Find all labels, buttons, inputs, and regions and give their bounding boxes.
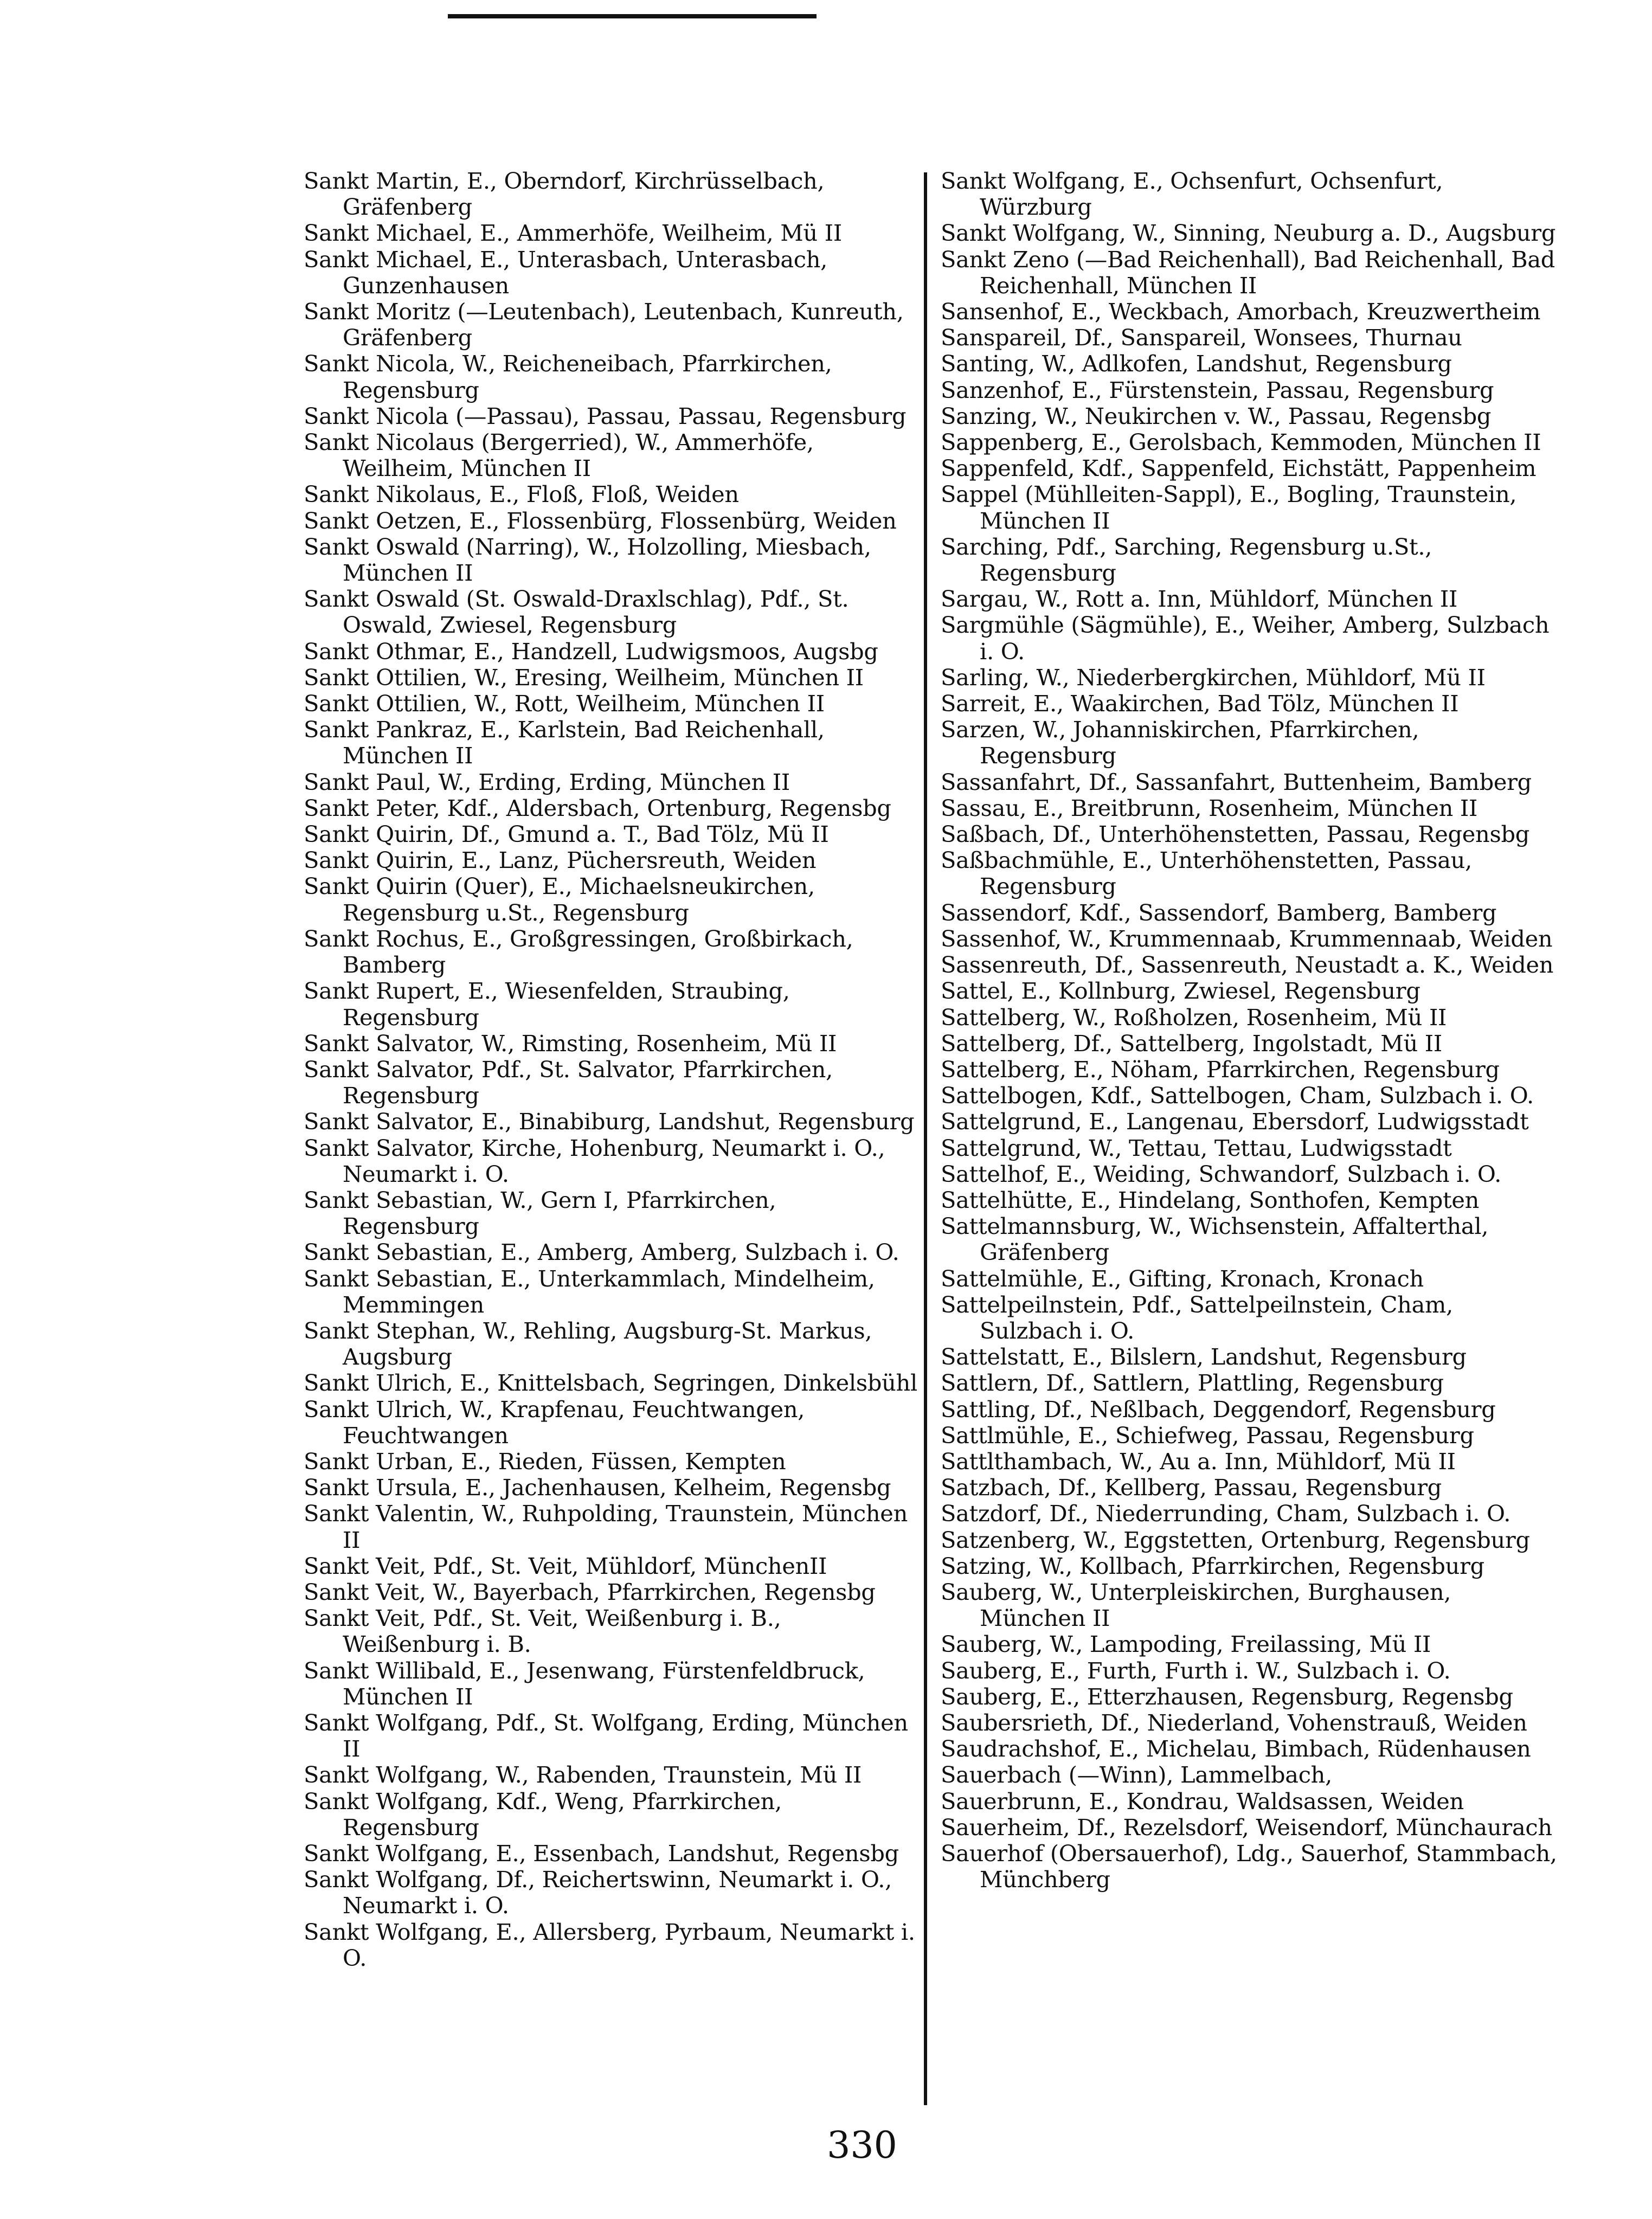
gazetteer-entry: Sattelpeilnstein, Pdf., Sattelpeilnstein, Cham, Sulzbach i. O. <box>941 1291 1453 1344</box>
gazetteer-entry: Sankt Willibald, E., Jesenwang, Fürstenfeldbruck, München II <box>304 1657 865 1710</box>
gazetteer-entry: Sattelhütte, E., Hindelang, Sonthofen, Kempten <box>941 1186 1480 1213</box>
gazetteer-entry: Sauerheim, Df., Rezelsdorf, Weisendorf, Münchaurach <box>941 1813 1552 1841</box>
gazetteer-entry: Sappenfeld, Kdf., Sappenfeld, Eichstätt, Pappenheim <box>941 455 1537 482</box>
gazetteer-entry: Santing, W., Adlkofen, Landshut, Regensburg <box>941 350 1452 377</box>
gazetteer-entry: Sauberg, W., Unterpleiskirchen, Burghausen, München II <box>941 1578 1451 1632</box>
gazetteer-entry: Saßbach, Df., Unterhöhenstetten, Passau, Regensbg <box>941 821 1529 848</box>
gazetteer-entry: Sattelgrund, W., Tettau, Tettau, Ludwigsstadt <box>941 1134 1452 1161</box>
gazetteer-entry: Satzbach, Df., Kellberg, Passau, Regensburg <box>941 1474 1442 1501</box>
column-divider <box>924 172 927 2105</box>
gazetteer-entry: Sankt Ursula, E., Jachenhausen, Kelheim, Regensbg <box>304 1474 891 1501</box>
gazetteer-entry: Sankt Stephan, W., Rehling, Augsburg-St. Markus, Augsburg <box>304 1317 872 1371</box>
gazetteer-entry: Sankt Sebastian, E., Unterkammlach, Mindelheim, Memmingen <box>304 1265 875 1318</box>
gazetteer-entry: Sargmühle (Sägmühle), E., Weiher, Amberg, Sulzbach i. O. <box>941 612 1550 665</box>
gazetteer-entry: Sarling, W., Niederbergkirchen, Mühldorf, Mü II <box>941 664 1486 691</box>
gazetteer-entry: Sankt Nicola, W., Reicheneibach, Pfarrkirchen, Regensburg <box>304 350 832 403</box>
gazetteer-entry: Sassenreuth, Df., Sassenreuth, Neustadt a. K., Weiden <box>941 951 1554 979</box>
gazetteer-entry: Sassenhof, W., Krummennaab, Krummennaab, Weiden <box>941 925 1553 952</box>
gazetteer-entry: Sattlthambach, W., Au a. Inn, Mühldorf, Mü II <box>941 1448 1456 1475</box>
gazetteer-entry: Sankt Sebastian, E., Amberg, Amberg, Sulzbach i. O. <box>304 1239 899 1266</box>
gazetteer-entry: Sattlern, Df., Sattlern, Plattling, Regensburg <box>941 1369 1444 1397</box>
gazetteer-entry: Sankt Ottilien, W., Rott, Weilheim, München II <box>304 690 825 717</box>
gazetteer-entry: Sassau, E., Breitbrunn, Rosenheim, München II <box>941 794 1478 821</box>
page-number: 330 <box>827 2124 897 2167</box>
gazetteer-entry: Sankt Wolfgang, E., Ochsenfurt, Ochsenfurt, Würzburg <box>941 168 1443 221</box>
gazetteer-entry: Sankt Nicola (—Passau), Passau, Passau, Regensburg <box>304 402 907 429</box>
gazetteer-entry: Sankt Rupert, E., Wiesenfelden, Straubing, Regensburg <box>304 977 790 1031</box>
gazetteer-entry: Sanzenhof, E., Fürstenstein, Passau, Regensburg <box>941 376 1494 403</box>
gazetteer-entry: Sattelmühle, E., Gifting, Kronach, Kronach <box>941 1265 1424 1292</box>
gazetteer-entry: Sankt Wolfgang, W., Sinning, Neuburg a. D., Augsburg <box>941 220 1556 247</box>
gazetteer-entry: Sankt Valentin, W., Ruhpolding, Traunstein, München II <box>304 1500 908 1553</box>
gazetteer-entry: Sankt Salvator, W., Rimsting, Rosenheim, Mü II <box>304 1030 837 1057</box>
gazetteer-entry: Sankt Salvator, Kirche, Hohenburg, Neumarkt i. O., Neumarkt i. O. <box>304 1134 885 1187</box>
gazetteer-entry: Sankt Wolfgang, Df., Reichertswinn, Neumarkt i. O., Neumarkt i. O. <box>304 1866 892 1919</box>
gazetteer-entry: Sargau, W., Rott a. Inn, Mühldorf, München II <box>941 586 1458 613</box>
gazetteer-entry: Sankt Michael, E., Ammerhöfe, Weilheim, Mü II <box>304 220 842 247</box>
gazetteer-entry: Sattel, E., Kollnburg, Zwiesel, Regensburg <box>941 977 1420 1005</box>
gazetteer-entry: Sattelgrund, E., Langenau, Ebersdorf, Ludwigsstadt <box>941 1108 1529 1135</box>
gazetteer-entry: Sankt Ottilien, W., Eresing, Weilheim, München II <box>304 664 864 691</box>
left-column <box>304 168 919 1971</box>
gazetteer-entry: Sankt Oswald (St. Oswald-Draxlschlag), Pdf., St. Oswald, Zwiesel, Regensburg <box>304 586 849 639</box>
gazetteer-entry: Sankt Urban, E., Rieden, Füssen, Kempten <box>304 1448 786 1475</box>
gazetteer-entry: Sarzen, W., Johanniskirchen, Pfarrkirchen, Regensburg <box>941 716 1419 769</box>
gazetteer-entry: Sankt Quirin, Df., Gmund a. T., Bad Tölz, Mü II <box>304 821 829 848</box>
gazetteer-entry: Sattelberg, W., Roßholzen, Rosenheim, Mü II <box>941 1004 1447 1031</box>
gazetteer-entry: Sassendorf, Kdf., Sassendorf, Bamberg, Bamberg <box>941 899 1497 926</box>
gazetteer-entry: Sattelmannsburg, W., Wichsenstein, Affalterthal, Gräfenberg <box>941 1213 1489 1266</box>
gazetteer-entry: Sankt Wolfgang, W., Rabenden, Traunstein, Mü II <box>304 1761 862 1789</box>
gazetteer-entry: Sauberg, E., Furth, Furth i. W., Sulzbach i. O. <box>941 1657 1451 1684</box>
gazetteer-entry: Sankt Veit, W., Bayerbach, Pfarrkirchen, Regensbg <box>304 1578 876 1605</box>
gazetteer-entry: Satzdorf, Df., Niederrunding, Cham, Sulzbach i. O. <box>941 1500 1511 1527</box>
gazetteer-entry: Sauerbach (—Winn), Lammelbach, <box>941 1761 1332 1789</box>
gazetteer-entry: Sankt Veit, Pdf., St. Veit, Weißenburg i. B., Weißenburg i. B. <box>304 1605 781 1658</box>
gazetteer-entry: Sattlmühle, E., Schiefweg, Passau, Regensburg <box>941 1422 1474 1449</box>
gazetteer-entry: Sankt Nikolaus, E., Floß, Floß, Weiden <box>304 481 739 508</box>
gazetteer-entry: Sanzing, W., Neukirchen v. W., Passau, Regensbg <box>941 402 1492 429</box>
gazetteer-entry: Saubersrieth, Df., Niederland, Vohenstrauß, Weiden <box>941 1709 1527 1736</box>
gazetteer-entry: Sappenberg, E., Gerolsbach, Kemmoden, München II <box>941 429 1541 456</box>
gazetteer-entry: Sankt Quirin (Quer), E., Michaelsneukirchen, Regensburg u.St., Regensburg <box>304 873 815 926</box>
gazetteer-entry: Sauerbrunn, E., Kondrau, Waldsassen, Weiden <box>941 1787 1464 1815</box>
gazetteer-entry: Sankt Martin, E., Oberndorf, Kirchrüsselbach, Gräfenberg <box>304 168 825 221</box>
gazetteer-entry: Sassanfahrt, Df., Sassanfahrt, Buttenheim, Bamberg <box>941 768 1532 795</box>
gazetteer-entry: Sankt Oetzen, E., Flossenbürg, Flossenbürg, Weiden <box>304 507 897 534</box>
gazetteer-entry: Sankt Wolfgang, Kdf., Weng, Pfarrkirchen, Regensburg <box>304 1787 782 1841</box>
gazetteer-entry: Sankt Paul, W., Erding, Erding, München II <box>304 768 790 795</box>
gazetteer-entry: Sankt Michael, E., Unterasbach, Unterasbach, Gunzenhausen <box>304 246 828 299</box>
gazetteer-entry: Sankt Wolfgang, E., Essenbach, Landshut, Regensbg <box>304 1840 899 1867</box>
gazetteer-entry: Sankt Salvator, Pdf., St. Salvator, Pfarrkirchen, Regensburg <box>304 1056 833 1109</box>
gazetteer-entry: Sankt Ulrich, E., Knittelsbach, Segringen, Dinkelsbühl <box>304 1369 917 1397</box>
gazetteer-entry: Sankt Pankraz, E., Karlstein, Bad Reichenhall, München II <box>304 716 825 769</box>
gazetteer-entry: Sankt Sebastian, W., Gern I, Pfarrkirchen, Regensburg <box>304 1186 776 1240</box>
gazetteer-entry: Sankt Peter, Kdf., Aldersbach, Ortenburg, Regensbg <box>304 794 891 821</box>
gazetteer-entry: Sattling, Df., Neßlbach, Deggendorf, Regensburg <box>941 1395 1496 1423</box>
gazetteer-entry: Sankt Wolfgang, E., Allersberg, Pyrbaum, Neumarkt i. O. <box>304 1918 915 1971</box>
gazetteer-entry: Satzenberg, W., Eggstetten, Ortenburg, Regensburg <box>941 1526 1530 1553</box>
gazetteer-entry: Sankt Nicolaus (Bergerried), W., Ammerhöfe, Weilheim, München II <box>304 429 814 482</box>
gazetteer-entry: Sattelberg, Df., Sattelberg, Ingolstadt, Mü II <box>941 1030 1442 1057</box>
gazetteer-entry: Sankt Moritz (—Leutenbach), Leutenbach, Kunreuth, Gräfenberg <box>304 298 904 351</box>
gazetteer-entry: Sankt Quirin, E., Lanz, Püchersreuth, Weiden <box>304 847 817 874</box>
gazetteer-entry: Sarreit, E., Waakirchen, Bad Tölz, München II <box>941 690 1459 717</box>
gazetteer-entry: Sauberg, E., Etterzhausen, Regensburg, Regensbg <box>941 1683 1513 1710</box>
gazetteer-entry: Sarching, Pdf., Sarching, Regensburg u.St., Regensburg <box>941 533 1432 587</box>
gazetteer-entry: Sattelhof, E., Weiding, Schwandorf, Sulzbach i. O. <box>941 1160 1502 1187</box>
gazetteer-entry: Sankt Rochus, E., Großgressingen, Großbirkach, Bamberg <box>304 925 853 979</box>
gazetteer-entry: Sankt Zeno (—Bad Reichenhall), Bad Reichenhall, Bad Reichenhall, München II <box>941 246 1555 299</box>
gazetteer-entry: Sanspareil, Df., Sanspareil, Wonsees, Thurnau <box>941 324 1462 351</box>
gazetteer-entry: Sankt Othmar, E., Handzell, Ludwigsmoos, Augsbg <box>304 638 878 665</box>
header-rule <box>448 14 817 18</box>
gazetteer-entry: Sankt Ulrich, W., Krapfenau, Feuchtwangen, Feuchtwangen <box>304 1395 805 1449</box>
gazetteer-entry: Sansenhof, E., Weckbach, Amorbach, Kreuzwertheim <box>941 298 1541 325</box>
gazetteer-entry: Satzing, W., Kollbach, Pfarrkirchen, Regensburg <box>941 1552 1484 1579</box>
right-column <box>941 168 1561 1893</box>
gazetteer-entry: Sattelberg, E., Nöham, Pfarrkirchen, Regensburg <box>941 1056 1500 1083</box>
gazetteer-entry: Sankt Salvator, E., Binabiburg, Landshut, Regensburg <box>304 1108 915 1135</box>
gazetteer-entry: Sattelstatt, E., Bilslern, Landshut, Regensburg <box>941 1343 1467 1371</box>
gazetteer-entry: Sauerhof (Obersauerhof), Ldg., Sauerhof, Stammbach, Münchberg <box>941 1840 1557 1893</box>
gazetteer-entry: Saudrachshof, E., Michelau, Bimbach, Rüdenhausen <box>941 1735 1531 1763</box>
gazetteer-entry: Sauberg, W., Lampoding, Freilassing, Mü II <box>941 1631 1431 1658</box>
gazetteer-entry: Saßbachmühle, E., Unterhöhenstetten, Passau, Regensburg <box>941 847 1472 900</box>
gazetteer-entry: Sappel (Mühlleiten-Sappl), E., Bogling, Traunstein, München II <box>941 481 1517 534</box>
gazetteer-entry: Sankt Oswald (Narring), W., Holzolling, Miesbach, München II <box>304 533 871 587</box>
gazetteer-entry: Sankt Veit, Pdf., St. Veit, Mühldorf, MünchenII <box>304 1552 827 1579</box>
gazetteer-entry: Sattelbogen, Kdf., Sattelbogen, Cham, Sulzbach i. O. <box>941 1082 1534 1109</box>
gazetteer-entry: Sankt Wolfgang, Pdf., St. Wolfgang, Erding, München II <box>304 1709 908 1763</box>
